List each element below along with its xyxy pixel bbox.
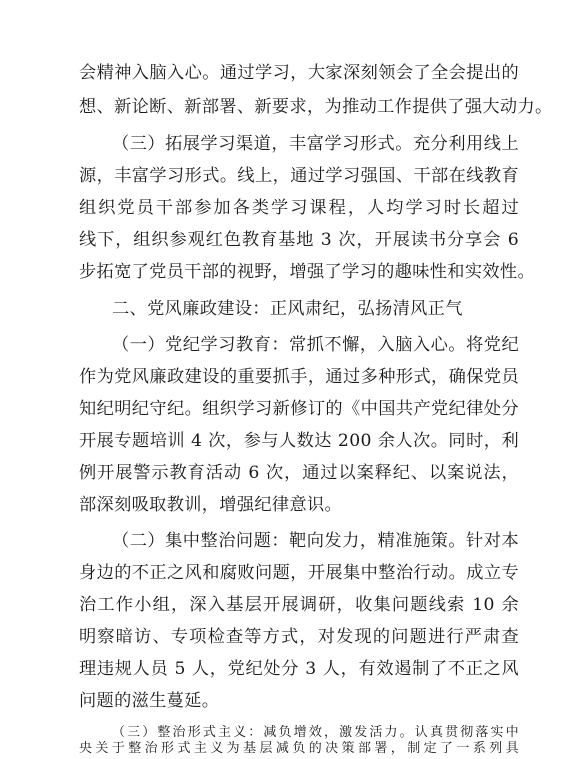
paragraph-line: 例开展警示教育活动 6 次，通过以案释纪、以案说法， <box>79 463 519 483</box>
paragraph-line: 线下，组织参观红色教育基地 3 次，开展读书分享会 6 <box>79 230 519 250</box>
chapter-heading: 二、党风廉政建设：正风肃纪，弘扬清风正气 <box>112 299 463 319</box>
paragraph-line: 治工作小组，深入基层开展调研，收集问题线索 10 余 <box>79 595 519 615</box>
section-heading-line: （三）拓展学习渠道，丰富学习形式。充分利用线上 <box>112 134 519 154</box>
paragraph-line: 央关于整治形式主义为基层减负的决策部署，制定了一系列具 <box>79 741 519 756</box>
paragraph-line: 知纪明纪守纪。组织学习新修订的《中国共产党纪律处分 <box>79 399 519 419</box>
paragraph-line: 源，丰富学习形式。线上，通过学习强国、干部在线教育 <box>79 166 519 186</box>
paragraph-line: 步拓宽了党员干部的视野，增强了学习的趣味性和实效性。 <box>79 262 535 282</box>
paragraph-line: 组织党员干部参加各类学习课程，人均学习时长超过 <box>79 198 519 218</box>
paragraph-line: 问题的滋生蔓延。 <box>79 691 220 711</box>
paragraph-line: 作为党风廉政建设的重要抓手，通过多种形式，确保党员 <box>79 367 519 387</box>
section-heading-line: （一）党纪学习教育：常抓不懈，入脑入心。将党纪 <box>112 335 519 355</box>
paragraph-line: 部深刻吸取教训，增强纪律意识。 <box>79 495 343 515</box>
paragraph-line: 开展专题培训 4 次，参与人数达 200 余人次。同时，利 <box>79 431 519 451</box>
section-heading-line: （三）整治形式主义：减负增效，激发活力。认真贯彻落实中 <box>112 725 519 740</box>
paragraph-line: 明察暗访、专项检查等方式，对发现的问题进行严肃查 <box>79 627 519 647</box>
paragraph-line: 理违规人员 5 人，党纪处分 3 人，有效遏制了不正之风 <box>79 659 519 679</box>
paragraph-line: 会精神入脑入心。通过学习，大家深刻领会了全会提出的 <box>79 63 519 83</box>
paragraph-line: 想、新论断、新部署、新要求，为推动工作提供了强大动力。 <box>79 97 553 117</box>
paragraph-line: 身边的不正之风和腐败问题，开展集中整治行动。成立专 <box>79 563 519 583</box>
section-heading-line: （二）集中整治问题：靶向发力，精准施策。针对本 <box>112 531 519 551</box>
